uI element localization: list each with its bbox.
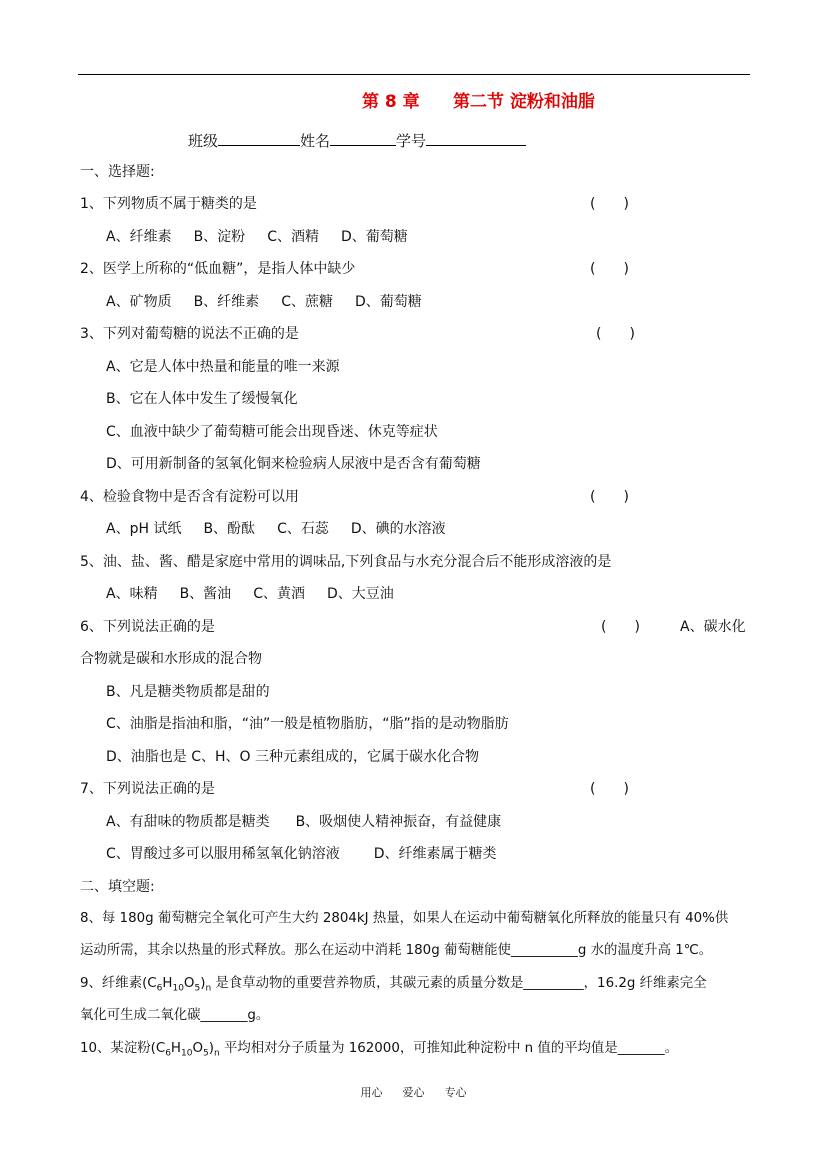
q6-option-a-part1: A、碳水化 [680,619,746,635]
q9-text-d: ) [200,976,206,991]
q8-line2-end: g 水的温度升高 1℃。 [577,943,713,958]
q7-options-row1 [106,813,501,831]
q10-text-d: ) [208,1041,214,1056]
page-footer [0,1086,827,1100]
q1-answer-paren[interactable]: ( ) [590,196,629,212]
q10-sub-1: 6 [165,1048,171,1059]
q6-option-c: C、油脂是指油和脂，“油”一般是植物脂肪，“脂”指的是动物脂肪 [106,716,509,732]
q7-stem: 7、下列说法正确的是 [80,781,215,797]
q7-option-d: D、纤维素属于糖类 [373,846,497,862]
q2-option-a: A、矿物质 [106,294,172,310]
q9-line1 [80,975,707,998]
q10-sub-4: n [213,1048,220,1059]
name-label: 姓名 [300,132,331,150]
q10-line [80,1040,678,1063]
q4-option-d: D、碘的水溶液 [350,521,446,537]
q5-option-d: D、大豆油 [326,586,394,602]
q9-text-a: 9、纤维素(C [80,976,157,991]
q10-text-c: O [192,1041,203,1056]
q5-options [106,585,416,603]
class-blank[interactable] [218,130,300,146]
q6-option-b: B、凡是糖类物质都是甜的 [106,684,270,700]
q2-answer-paren[interactable]: ( ) [590,261,629,277]
q10-text-a: 10、某淀粉(C [80,1041,166,1056]
q9-sub-3: 5 [194,983,201,994]
q9-sub-4: n [205,983,212,994]
q10-answer-blank[interactable]: _______ [617,1041,665,1056]
q1-stem: 1、下列物质不属于糖类的是 [80,196,257,212]
footer-item-2: 爱心 [402,1086,425,1099]
q3-option-d: D、可用新制备的氢氧化铜来检验病人尿液中是否含有葡萄糖 [106,456,481,472]
q5-option-b: B、酱油 [179,586,232,602]
q4-options [106,520,468,538]
q1-options [106,228,430,246]
q9-sub-1: 6 [156,983,163,994]
q10-text-b: H [170,1041,181,1056]
q1-option-d: D、葡萄糖 [340,229,408,245]
q6-stem: 6、下列说法正确的是 [80,619,215,635]
q2-option-c: C、蔗糖 [281,294,333,310]
q9-line2-text: 氧化可生成二氧化碳 [80,1008,201,1023]
q10-text-e: 平均相对分子质量为 162000，可推知此种淀粉中 n 值的平均值是 [219,1041,618,1056]
q3-answer-paren[interactable]: ( ) [596,326,635,342]
q2-options [106,293,444,311]
q2-option-b: B、纤维素 [193,294,260,310]
footer-item-1: 用心 [360,1086,383,1099]
q3-option-a: A、它是人体中热量和能量的唯一来源 [106,359,340,375]
q3-option-b: B、它在人体中发生了缓慢氧化 [106,391,298,407]
q1-option-b: B、淀粉 [193,229,246,245]
q9-line2-end: g。 [247,1008,270,1023]
q4-option-b: B、酚酞 [203,521,256,537]
q6-option-a-part2: 合物就是碳和水形成的混合物 [80,651,262,667]
q7-options-row2 [106,845,497,863]
q9-text-f: ，16.2g 纤维素完全 [583,976,707,991]
q2-stem: 2、医学上所称的“低血糖”，是指人体中缺少 [80,261,356,277]
q2-option-d: D、葡萄糖 [354,294,422,310]
q4-option-c: C、石蕊 [277,521,329,537]
q8-line2 [80,942,712,960]
q9-answer-blank-1[interactable]: _________ [523,976,584,991]
q1-option-a: A、纤维素 [106,229,172,245]
q4-answer-paren[interactable]: ( ) [590,489,629,505]
footer-item-3: 专心 [444,1086,467,1099]
header-rule [78,74,750,75]
q9-sub-2: 10 [172,983,184,994]
q9-answer-blank-2[interactable]: _______ [200,1008,248,1023]
q10-text-f: 。 [664,1041,678,1056]
number-label: 学号 [396,132,427,150]
q8-line2-text: 运动所需，其余以热量的形式释放。那么在运动中消耗 180g 葡萄糖能使 [80,943,511,958]
q5-option-a: A、味精 [106,586,158,602]
q9-text-e: 是食草动物的重要营养物质，其碳元素的质量分数是 [211,976,524,991]
q7-answer-paren[interactable]: ( ) [590,781,629,797]
q8-line1: 8、每 180g 葡萄糖完全氧化可产生大约 2804kJ 热量，如果人在运动中葡萄糖氧化所释放的能量只有 40%供 [80,911,729,926]
q6-answer-paren[interactable]: ( ) [601,619,640,635]
q6-option-d: D、油脂也是 C、H、O 三种元素组成的，它属于碳水化合物 [106,749,480,765]
q9-text-b: H [162,976,173,991]
student-info-row [188,130,526,150]
choice-section-title: 一、选择题: [80,164,155,180]
q9-text-c: O [183,976,195,991]
fill-section-title: 二、填空题: [80,879,155,895]
q4-option-a: A、pH 试纸 [106,521,182,537]
q9-line2 [80,1007,269,1025]
q7-option-a: A、有甜味的物质都是糖类 [106,814,270,830]
chapter-title: 第 8 章 [362,92,420,112]
section-title: 第二节 淀粉和油脂 [453,92,595,112]
q7-option-b: B、吸烟使人精神振奋，有益健康 [295,814,502,830]
name-blank[interactable] [330,130,396,146]
q8-answer-blank[interactable]: __________ [510,943,578,958]
q7-option-c: C、胃酸过多可以服用稀氢氧化钠溶液 [106,846,340,862]
q10-sub-3: 5 [203,1048,209,1059]
q1-option-c: C、酒精 [267,229,319,245]
q5-stem: 5、油、盐、酱、醋是家庭中常用的调味品,下列食品与水充分混合后不能形成溶液的是 [80,554,612,570]
q10-sub-2: 10 [181,1048,193,1059]
class-label: 班级 [188,132,219,150]
q3-stem: 3、下列对葡萄糖的说法不正确的是 [80,326,299,342]
q3-option-c: C、血液中缺少了葡萄糖可能会出现昏迷、休克等症状 [106,424,438,440]
number-blank[interactable] [426,130,526,146]
q4-stem: 4、检验食物中是否含有淀粉可以用 [80,489,299,505]
q5-option-c: C、黄酒 [253,586,305,602]
